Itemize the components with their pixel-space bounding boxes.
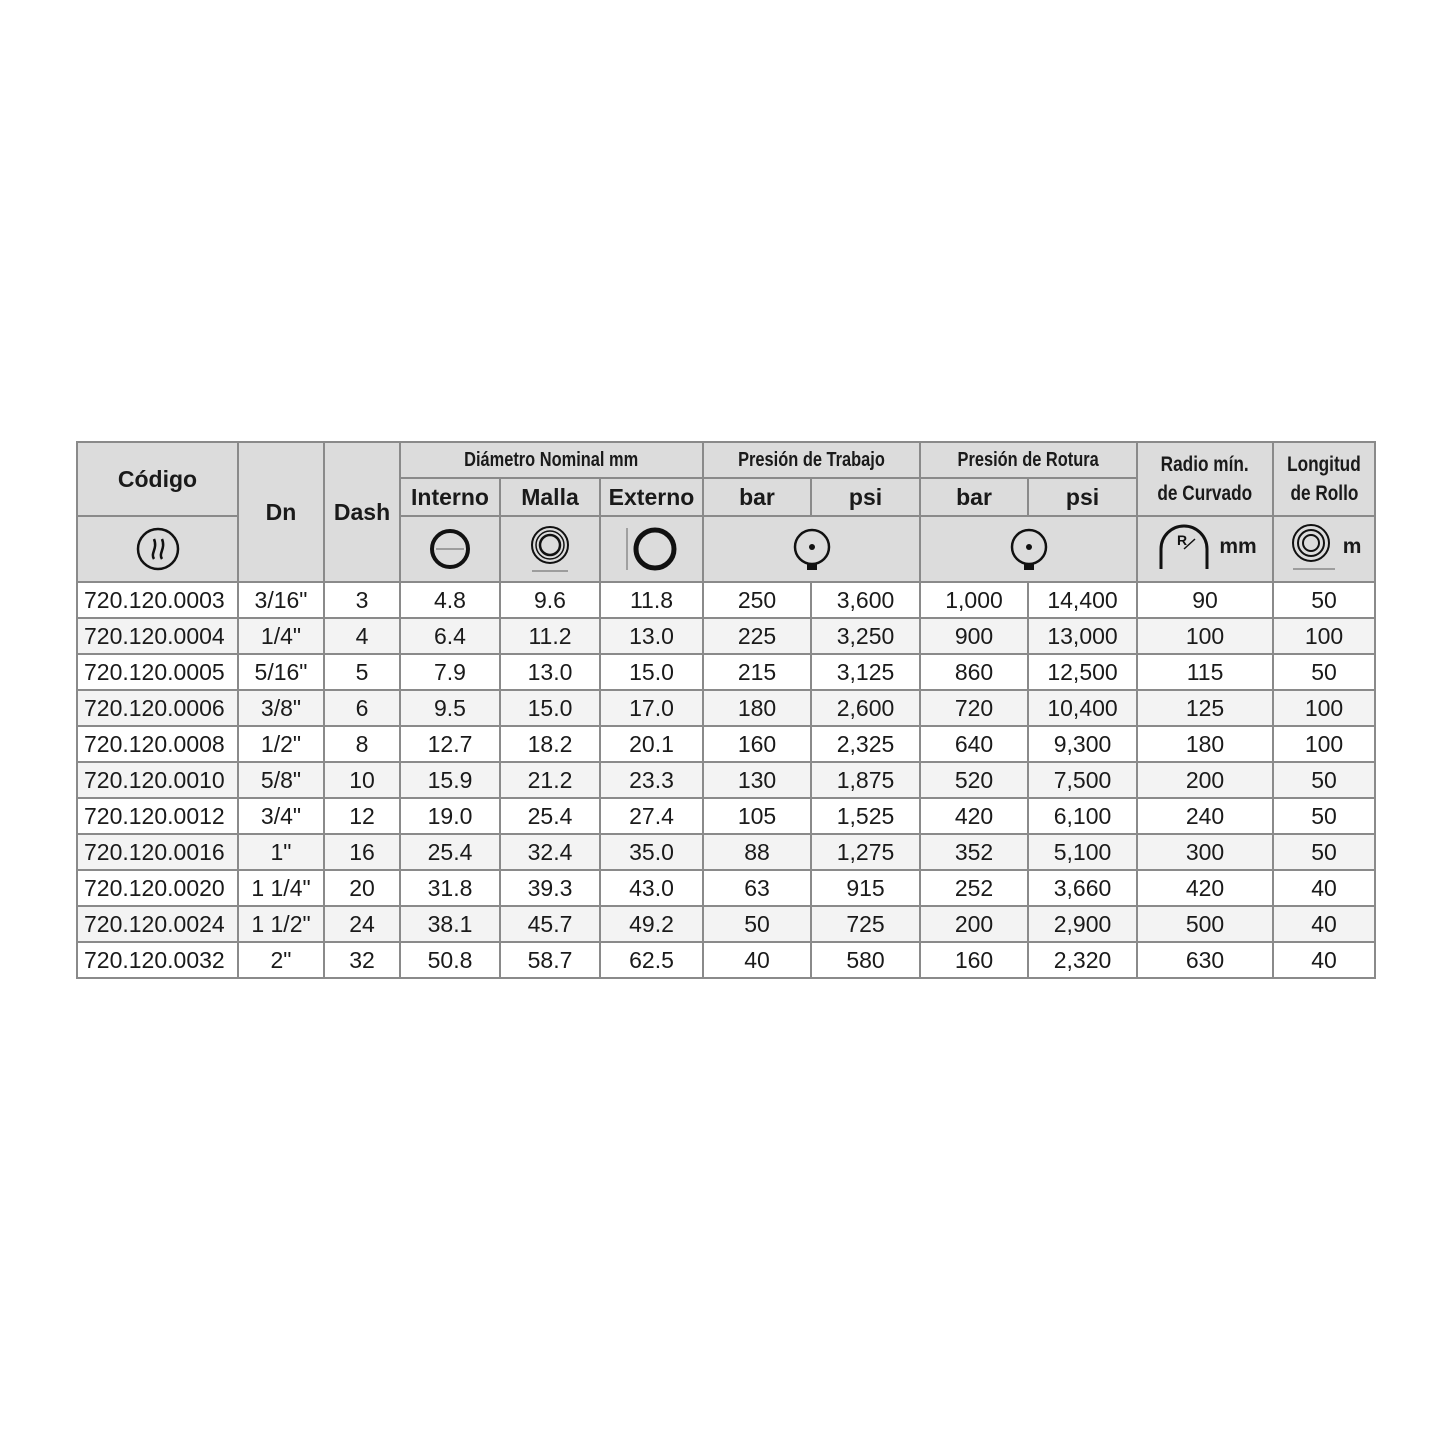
cell-trabajo-bar: 130 (703, 762, 811, 798)
cell-codigo: 720.120.0020 (77, 870, 238, 906)
cell-interno: 12.7 (400, 726, 500, 762)
cell-externo: 23.3 (600, 762, 703, 798)
cell-longitud: 40 (1273, 942, 1375, 978)
cell-malla: 11.2 (500, 618, 600, 654)
header-presion-rotura: Presión de Rotura (920, 442, 1137, 478)
header-externo-icon-cell (600, 516, 703, 582)
cell-codigo: 720.120.0012 (77, 798, 238, 834)
header-trabajo-psi: psi (811, 478, 920, 516)
cell-radio: 240 (1137, 798, 1273, 834)
cell-malla: 39.3 (500, 870, 600, 906)
cell-interno: 38.1 (400, 906, 500, 942)
cell-interno: 15.9 (400, 762, 500, 798)
bend-radius-icon (1153, 521, 1215, 573)
hose-spec-table-container (76, 441, 1374, 979)
cell-rotura-bar: 900 (920, 618, 1028, 654)
cell-trabajo-bar: 88 (703, 834, 811, 870)
cell-dash: 8 (324, 726, 400, 762)
cell-trabajo-psi: 1,525 (811, 798, 920, 834)
cell-dash: 3 (324, 582, 400, 618)
cell-interno: 4.8 (400, 582, 500, 618)
table-row (77, 618, 1375, 654)
cell-radio: 300 (1137, 834, 1273, 870)
cell-longitud: 50 (1273, 834, 1375, 870)
cell-rotura-bar: 252 (920, 870, 1028, 906)
cell-malla: 13.0 (500, 654, 600, 690)
table-row (77, 762, 1375, 798)
cell-radio: 115 (1137, 654, 1273, 690)
cell-rotura-psi: 12,500 (1028, 654, 1137, 690)
cell-dash: 5 (324, 654, 400, 690)
cell-dash: 24 (324, 906, 400, 942)
header-rotura-psi: psi (1028, 478, 1137, 516)
cell-codigo: 720.120.0010 (77, 762, 238, 798)
header-diametro-nominal: Diámetro Nominal mm (400, 442, 703, 478)
cell-dn: 3/8" (238, 690, 324, 726)
cell-interno: 31.8 (400, 870, 500, 906)
header-externo: Externo (600, 478, 703, 516)
cell-rotura-bar: 520 (920, 762, 1028, 798)
cell-externo: 27.4 (600, 798, 703, 834)
header-rotura-bar: bar (920, 478, 1028, 516)
cell-trabajo-bar: 180 (703, 690, 811, 726)
cell-rotura-psi: 10,400 (1028, 690, 1137, 726)
header-interno-icon-cell (400, 516, 500, 582)
cell-radio: 200 (1137, 762, 1273, 798)
cell-longitud: 100 (1273, 690, 1375, 726)
cell-rotura-bar: 1,000 (920, 582, 1028, 618)
cell-dn: 1 1/2" (238, 906, 324, 942)
cell-externo: 17.0 (600, 690, 703, 726)
table-row (77, 942, 1375, 978)
table-body (77, 582, 1375, 978)
table-row (77, 726, 1375, 762)
cell-externo: 62.5 (600, 942, 703, 978)
cell-rotura-psi: 5,100 (1028, 834, 1137, 870)
cell-longitud: 50 (1273, 762, 1375, 798)
header-rotura-icon-cell (920, 516, 1137, 582)
cell-dash: 20 (324, 870, 400, 906)
cell-rotura-bar: 200 (920, 906, 1028, 942)
cell-codigo: 720.120.0024 (77, 906, 238, 942)
hose-symbol-icon (134, 525, 182, 573)
cell-dn: 3/16" (238, 582, 324, 618)
cell-longitud: 100 (1273, 726, 1375, 762)
header-radio-curvado: Radio mín. de Curvado (1137, 442, 1273, 516)
cell-rotura-bar: 860 (920, 654, 1028, 690)
cell-longitud: 50 (1273, 582, 1375, 618)
cell-longitud: 50 (1273, 798, 1375, 834)
cell-trabajo-psi: 725 (811, 906, 920, 942)
cell-interno: 50.8 (400, 942, 500, 978)
table-row (77, 582, 1375, 618)
cell-dash: 16 (324, 834, 400, 870)
cell-rotura-bar: 160 (920, 942, 1028, 978)
cell-radio: 630 (1137, 942, 1273, 978)
braid-diameter-icon (526, 523, 574, 575)
cell-malla: 45.7 (500, 906, 600, 942)
cell-rotura-psi: 13,000 (1028, 618, 1137, 654)
cell-rotura-psi: 6,100 (1028, 798, 1137, 834)
cell-interno: 9.5 (400, 690, 500, 726)
cell-trabajo-bar: 215 (703, 654, 811, 690)
table-row (77, 906, 1375, 942)
cell-dn: 3/4" (238, 798, 324, 834)
cell-longitud: 50 (1273, 654, 1375, 690)
cell-dash: 10 (324, 762, 400, 798)
cell-codigo: 720.120.0032 (77, 942, 238, 978)
header-malla: Malla (500, 478, 600, 516)
cell-externo: 11.8 (600, 582, 703, 618)
cell-malla: 58.7 (500, 942, 600, 978)
cell-malla: 18.2 (500, 726, 600, 762)
cell-trabajo-bar: 63 (703, 870, 811, 906)
cell-rotura-psi: 2,320 (1028, 942, 1137, 978)
header-radio-icon-cell (1137, 516, 1273, 582)
cell-trabajo-bar: 225 (703, 618, 811, 654)
cell-dn: 5/8" (238, 762, 324, 798)
cell-trabajo-bar: 105 (703, 798, 811, 834)
cell-interno: 19.0 (400, 798, 500, 834)
cell-dash: 6 (324, 690, 400, 726)
cell-interno: 7.9 (400, 654, 500, 690)
cell-externo: 35.0 (600, 834, 703, 870)
cell-longitud: 40 (1273, 870, 1375, 906)
header-longitud-rollo: Longitud de Rollo (1273, 442, 1375, 516)
cell-dn: 1 1/4" (238, 870, 324, 906)
hose-coil-icon (1287, 521, 1339, 573)
cell-radio: 180 (1137, 726, 1273, 762)
cell-externo: 15.0 (600, 654, 703, 690)
cell-codigo: 720.120.0006 (77, 690, 238, 726)
cell-interno: 25.4 (400, 834, 500, 870)
header-interno: Interno (400, 478, 500, 516)
cell-trabajo-psi: 3,600 (811, 582, 920, 618)
outer-diameter-icon (621, 522, 683, 576)
cell-trabajo-bar: 50 (703, 906, 811, 942)
cell-radio: 90 (1137, 582, 1273, 618)
cell-externo: 13.0 (600, 618, 703, 654)
longitud-unit: m (1342, 534, 1362, 558)
header-trabajo-icon-cell (703, 516, 920, 582)
cell-codigo: 720.120.0016 (77, 834, 238, 870)
cell-radio: 420 (1137, 870, 1273, 906)
hose-spec-table (76, 441, 1376, 979)
cell-trabajo-psi: 915 (811, 870, 920, 906)
cell-malla: 9.6 (500, 582, 600, 618)
cell-radio: 500 (1137, 906, 1273, 942)
cell-codigo: 720.120.0005 (77, 654, 238, 690)
cell-rotura-psi: 9,300 (1028, 726, 1137, 762)
header-codigo: Código (77, 442, 238, 516)
cell-malla: 32.4 (500, 834, 600, 870)
svg-text:R: R (1177, 531, 1188, 548)
cell-malla: 15.0 (500, 690, 600, 726)
cell-trabajo-psi: 580 (811, 942, 920, 978)
cell-rotura-bar: 352 (920, 834, 1028, 870)
cell-trabajo-psi: 1,275 (811, 834, 920, 870)
cell-dn: 1/4" (238, 618, 324, 654)
cell-trabajo-bar: 250 (703, 582, 811, 618)
cell-rotura-psi: 14,400 (1028, 582, 1137, 618)
inner-diameter-icon (426, 525, 474, 573)
cell-dn: 1" (238, 834, 324, 870)
cell-rotura-bar: 420 (920, 798, 1028, 834)
table-row (77, 798, 1375, 834)
cell-rotura-bar: 720 (920, 690, 1028, 726)
cell-trabajo-bar: 160 (703, 726, 811, 762)
cell-malla: 21.2 (500, 762, 600, 798)
radio-unit: mm (1219, 534, 1257, 558)
pressure-gauge-icon (790, 525, 834, 573)
cell-dash: 4 (324, 618, 400, 654)
cell-dn: 2" (238, 942, 324, 978)
cell-dn: 1/2" (238, 726, 324, 762)
cell-rotura-bar: 640 (920, 726, 1028, 762)
header-longitud-icon-cell (1273, 516, 1375, 582)
header-dash: Dash (324, 442, 400, 582)
table-row (77, 690, 1375, 726)
cell-externo: 43.0 (600, 870, 703, 906)
cell-trabajo-psi: 3,125 (811, 654, 920, 690)
cell-externo: 20.1 (600, 726, 703, 762)
cell-longitud: 40 (1273, 906, 1375, 942)
cell-dash: 12 (324, 798, 400, 834)
cell-rotura-psi: 2,900 (1028, 906, 1137, 942)
cell-trabajo-psi: 1,875 (811, 762, 920, 798)
cell-rotura-psi: 7,500 (1028, 762, 1137, 798)
table-row (77, 834, 1375, 870)
table-row (77, 870, 1375, 906)
header-codigo-icon-cell (77, 516, 238, 582)
cell-radio: 125 (1137, 690, 1273, 726)
table-header (77, 442, 1375, 582)
cell-rotura-psi: 3,660 (1028, 870, 1137, 906)
cell-codigo: 720.120.0003 (77, 582, 238, 618)
cell-externo: 49.2 (600, 906, 703, 942)
cell-trabajo-psi: 2,600 (811, 690, 920, 726)
cell-dash: 32 (324, 942, 400, 978)
header-dn: Dn (238, 442, 324, 582)
table-row (77, 654, 1375, 690)
cell-trabajo-bar: 40 (703, 942, 811, 978)
header-malla-icon-cell (500, 516, 600, 582)
cell-trabajo-psi: 2,325 (811, 726, 920, 762)
cell-malla: 25.4 (500, 798, 600, 834)
cell-codigo: 720.120.0004 (77, 618, 238, 654)
header-presion-trabajo: Presión de Trabajo (703, 442, 920, 478)
cell-codigo: 720.120.0008 (77, 726, 238, 762)
header-trabajo-bar: bar (703, 478, 811, 516)
cell-trabajo-psi: 3,250 (811, 618, 920, 654)
cell-interno: 6.4 (400, 618, 500, 654)
cell-radio: 100 (1137, 618, 1273, 654)
cell-dn: 5/16" (238, 654, 324, 690)
cell-longitud: 100 (1273, 618, 1375, 654)
pressure-gauge-icon (1007, 525, 1051, 573)
